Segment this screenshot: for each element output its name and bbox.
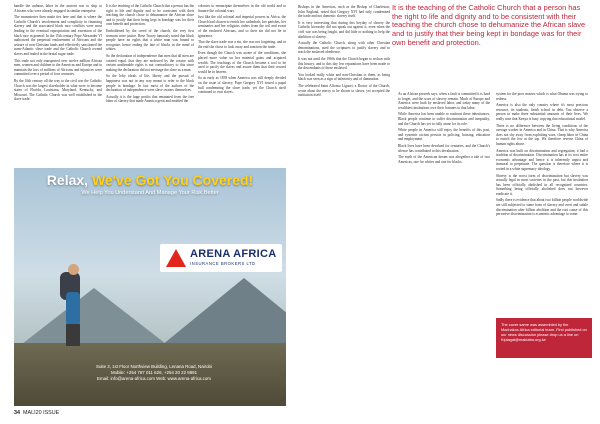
- article-column-6: [496, 92, 588, 312]
- ad-headline-covered: We've Got You Covered!: [91, 172, 254, 188]
- logo-tagline: INSURANCE BROKERS LTD: [190, 261, 256, 266]
- article-paragraph: This trade not only transported over twelve million African men, women and children to the Americas and Europe and to maintain the loss of millions of Africans and injustices were committed over a period of four centuries.: [14, 58, 102, 77]
- article-paragraph: As an African proverb says, when a fault is committed it is hard to forget, and the scars of slavery remain. Much of Europe and America were built by enslaved labor, and today many of the wealthiest institutions owe their fortunes to that labor.: [398, 92, 490, 110]
- article-paragraph: By the 16th century all the way to the civil war the Catholic Church was the largest slaveholder in what were to become states of Florida, Louisiana, Maryland, Kentucky, and Missouri. The Catholic Church was well established in the slave trade.: [14, 78, 102, 102]
- issue-label: MALI20 ISSUE: [23, 410, 60, 416]
- article-paragraph: handle the ardnous labor in the ancient war to ship to Africans who were already engaged in similar enterprise.: [14, 4, 102, 13]
- article-column-3: [198, 4, 286, 162]
- article-paragraph: Even though the Church was aware of the conditions, she placed more value on her material gains and acquired wealth. The teachings of the Church became a tool to be used to pacify the slaves and assure them that their reward would be in heaven.: [198, 51, 286, 74]
- article-paragraph: So the lofty ideals of life, liberty and the pursuit of happiness was not in any way meant to refer to the black people in bondage. In fact most of the authors of the declaration of independence were slave owners themselves.: [106, 74, 194, 93]
- triangle-logo-icon: [166, 249, 186, 267]
- article-paragraph: Emboldened by the creed of the church, the very first sermons were justice. Rose Tracey famously noted that black people have no rights that a white man was bound to recognize, hence ending the fate of blacks in the mind of whites.: [106, 28, 194, 52]
- article-paragraph: That the slave trade was a sin, she was not forgetting, and in the end she chose to look away and sanction the trade.: [198, 40, 286, 49]
- article-paragraph: system for the poor masses which is what Obama was trying to redress.: [496, 92, 588, 101]
- article-paragraph: It is very interesting that during this heyday of slavery the Catholic hierarchy did not speak out against it, even when the civil war was being fought, and did little or nothing to help the abolition of slavery.: [298, 20, 390, 39]
- page-number: 34: [14, 410, 20, 416]
- article-paragraph: White people in America still enjoy the benefits of this past, and systemic racism persists in policing, housing, education and employment.: [398, 128, 490, 142]
- page-footer: [14, 410, 59, 416]
- article-paragraph: America is also the only country where it's most precious resource, its students, finish school in debt. You observe a person to make three substantial amounts of their lives. We really note that Kenya is busy copying that educational model.: [496, 103, 588, 121]
- article-paragraph: Slavery is the worst form of discrimination but slavery was actually legal in most societies in the past, but this institution has been officially abolished in all recognized countries. Something being officially abolished does not however eradicate it.: [496, 173, 588, 196]
- ad-contact-phone: Mobile: +254 787 011 626, +254 20 22 9891: [110, 370, 198, 375]
- hiker-legs: [66, 324, 80, 346]
- ad-contact-email-web[interactable]: Email: info@arena-africa.com Web: www.arena-africa.com: [97, 376, 211, 381]
- article-paragraph: Sadly there is evidence that about two billion people worldwide are still subjected to some form of slavery and overt and subtle discrimination after billion abolition and the root cause of this pervasive discrimination is economic advantage to some.: [496, 198, 588, 217]
- insurance-advertisement[interactable]: [14, 168, 286, 406]
- ad-contact-block: [74, 364, 234, 382]
- article-column-4: [298, 5, 390, 405]
- hiker-body: [66, 292, 80, 326]
- article-paragraph: Bishops in the Americas, such as the Bishop of Charleston, John England, noted that Gregory XVI had only condemned the trade and not domestic slavery itself.: [298, 5, 390, 19]
- ad-contact-address: Suite 3, 1st Floor Northview Building, Lenana Road, Nairobi: [96, 364, 212, 369]
- article-column-1: [14, 4, 102, 162]
- ad-headline: [14, 172, 286, 188]
- article-paragraph: The myth of the American dream was altogether a tale of two Americas, one for whites and one for blacks.: [398, 155, 490, 164]
- article-paragraph: The celebrated Saint Alfonso Liguori, a Doctor of the Church, wrote about the mercy to be shown to slaves, yet accepted the institution itself.: [298, 83, 390, 98]
- article-paragraph: Just like the old colonial and imperial powers in Africa, the Church had chosen to enrich her cathedrals, her parishes, her seminaries and her religious orders from the toil and sweat of the enslaved Africans, and so their sin did not lie in ignorance.: [198, 15, 286, 38]
- article-paragraph: Black lives have been devalued for centuries, and the Church's silence has contributed to this devaluation.: [398, 143, 490, 153]
- hiker-head: [68, 264, 79, 275]
- article-paragraph: While America has been unable to confront these inheritances, Black people continue to suffer discrimination and inequality, and the Church has yet to fully atone for its role.: [398, 112, 490, 126]
- article-paragraph: So the declaration of independence that men that all men are created equal, that they are endowed by the creator with certain unalienable rights is not contradictory to this since making the declaration did not envisage the slave as a man.: [106, 53, 194, 72]
- article-column-2: [106, 4, 194, 162]
- article-paragraph: You looked really white and non-Christian to them, as being black was seen as a sign of inferiority and of damnation.: [298, 72, 390, 82]
- arena-africa-logo: [160, 244, 282, 272]
- pull-quote: It is the teaching of the Catholic Church that a person has the right to life and dignity and to be consistent with their teaching the church chose to dehumanize the African slave and to justify that their being kept in bondage was for their own benefit and protection.: [392, 3, 586, 47]
- article-paragraph: There is no difference between the living conditions of the average worker in America and in China. That is why America does not shy away from exploiting wars, cheap labor in China to enrich the few at the top. We therefore reverse China of human rights abuse.: [496, 123, 588, 146]
- ad-headline-relax: Relax,: [46, 172, 92, 188]
- hiker-illustration: [54, 260, 90, 346]
- article-column-5: [398, 92, 490, 405]
- article-paragraph: America was built on discrimination and segregation, it had a tradition of discrimination. Discrimination has at its root entire economic advantage and hence it is inherently unjust and immoral to perpetuate. The question is therefore where it is rooted in a white supremacy ideology.: [496, 148, 588, 171]
- article-paragraph: colonies to emancipate themselves in the old world and to finance the colonial wars.: [198, 4, 286, 13]
- ad-subheadline: We Help You Understand And Manage Your Risk Better: [81, 190, 219, 196]
- article-paragraph: Actually it is the huge profits that emanated from the free labor of slavery that made America great and enabled the: [106, 94, 194, 104]
- article-paragraph: The monasteries then made ties here and that is where the Catholic Church's involvement and complicity in financing slavery and the associated black race conflicts were most leading to the eventual expropriation and extension of the black race in general. In the 15th century Pope Alexander VI authorized the perpetual enslavement of Africans and the seizure of non-Christian lands and effectively sanctioned the trans-Atlantic slave trade and the Catholic Church owned slaves and traded in the brutal sugar trade.: [14, 15, 102, 56]
- article-paragraph: Actually the Catholic Church, along with other Christian denominations, used the scriptures to justify slavery and to teach the enslaved obedience.: [298, 41, 390, 55]
- article-paragraph: So as early as 1839 when America was still deeply divided on the issue of slavery, Pope Gregory XVI issued a papal bull condemning the slave trade, yet the Church itself continued to own slaves.: [198, 76, 286, 95]
- article-paragraph: It was not until the 1960s that the Church began to reckon with this history, and to this day few reparations have been made to the descendants of those enslaved.: [298, 56, 390, 71]
- logo-name: ARENA AFRICA: [190, 248, 277, 260]
- editorial-note-box: The cover same was assembled by the Machakos Africa editorial team. First published on our news discussion please drop us a line on Kiplagat@maktaba.org.ke: [496, 318, 592, 358]
- article-paragraph: It is the teaching of the Catholic Church that a person has the right to life and dignity and to be consistent with their teaching the church chose to dehumanize the African slave and to justify that their being kept in bondage was for their own benefit and protection.: [106, 4, 194, 27]
